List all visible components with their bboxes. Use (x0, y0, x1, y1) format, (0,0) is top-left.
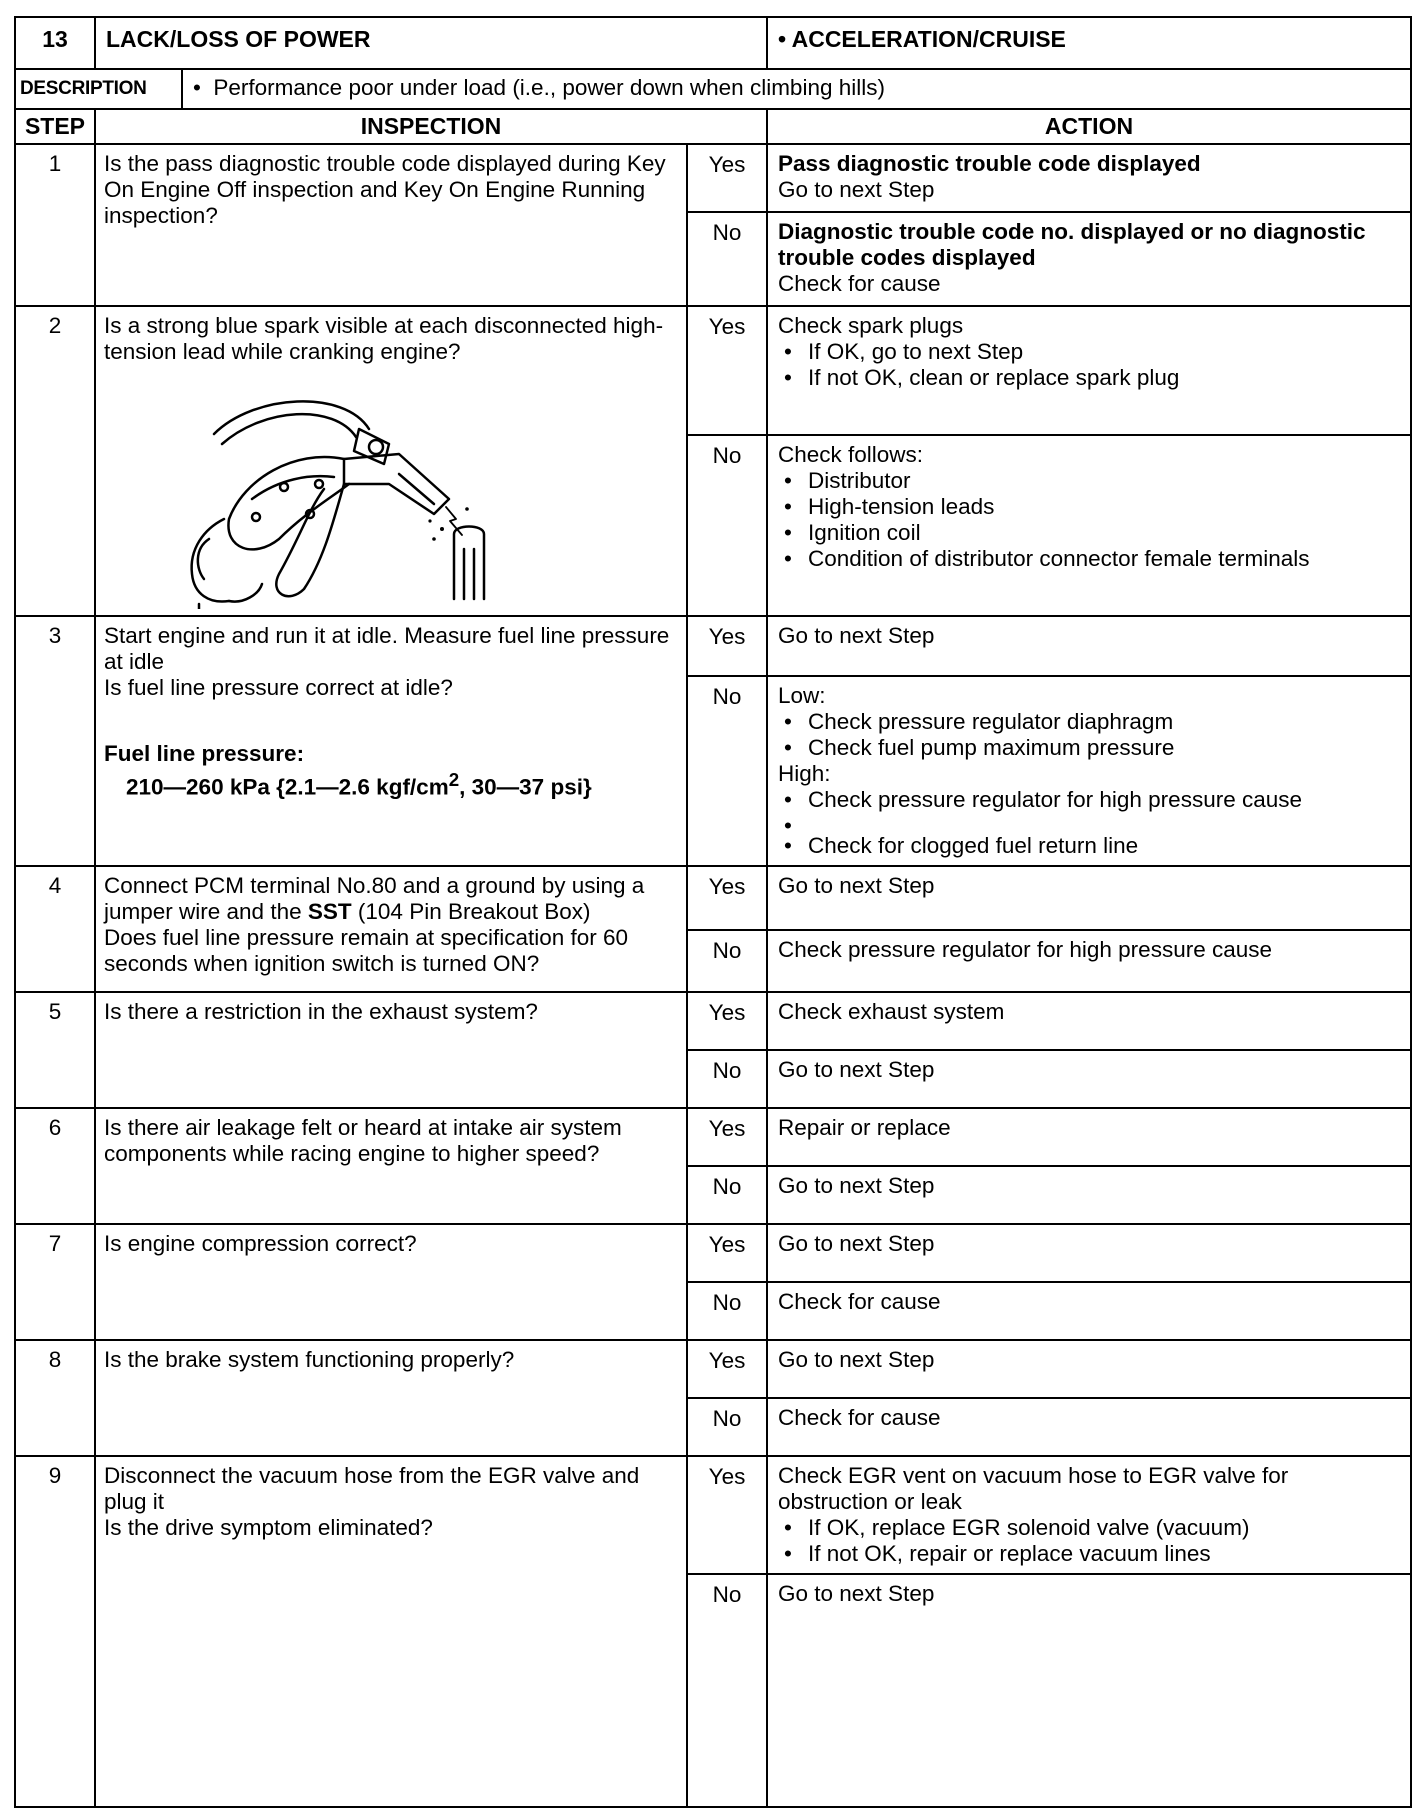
spec-superscript: 2 (448, 769, 460, 790)
sst-label: SST (307, 899, 352, 924)
yes-label: Yes (687, 144, 767, 212)
no-label: No (687, 1282, 767, 1340)
list-item: • If not OK, repair or replace vacuum lines (808, 1541, 1400, 1567)
step-2-yes-row (15, 306, 1411, 435)
step-7-inspection: Is engine compression correct? (95, 1224, 687, 1340)
spark-test-illustration (184, 389, 514, 609)
step-5-no-action: Go to next Step (767, 1050, 1411, 1108)
symptom-number: 13 (15, 17, 95, 69)
symptom-title: LACK/LOSS OF POWER (95, 17, 767, 69)
list-item: • Check fuel pump maximum pressure (808, 735, 1400, 761)
spacer (808, 813, 1400, 833)
spec-value-main: 210—260 kPa {2.1—2.6 kgf/cm (126, 774, 449, 800)
inspection-question: Is fuel line pressure correct at idle? (104, 675, 453, 700)
no-label: No (687, 1398, 767, 1456)
list-item: • If OK, replace EGR solenoid valve (vacuum) (808, 1515, 1400, 1541)
action-bullets (778, 1515, 1400, 1567)
list-item: • High-tension leads (808, 494, 1400, 520)
no-label: No (687, 435, 767, 616)
step-6-inspection: Is there air leakage felt or heard at intake air system components while racing engine to higher speed? (95, 1108, 687, 1224)
step-9-yes-row (15, 1456, 1411, 1574)
list-item: • Distributor (808, 468, 1400, 494)
action-heading: Pass diagnostic trouble code displayed (778, 151, 1201, 176)
step-4-inspection (95, 866, 687, 992)
list-item: • Condition of distributor connector female terminals (808, 546, 1400, 572)
step-number: 2 (15, 306, 95, 616)
step-5-yes-action: Check exhaust system (767, 992, 1411, 1050)
action-text: Check spark plugs (778, 313, 964, 338)
low-bullets (778, 709, 1400, 761)
step-number: 6 (15, 1108, 95, 1224)
list-item: • Check for clogged fuel return line (808, 833, 1400, 859)
list-item: • Check pressure regulator for high pressure cause (808, 787, 1400, 813)
step-number: 8 (15, 1340, 95, 1456)
step-6-yes-row (15, 1108, 1411, 1166)
step-1-no-action (767, 212, 1411, 306)
symptom-category: • ACCELERATION/CRUISE (767, 17, 1411, 69)
inspection-text: Start engine and run it at idle. Measure fuel line pressure at idle (104, 623, 670, 674)
column-header-row (15, 109, 1411, 144)
step-2-inspection (95, 306, 687, 616)
yes-label: Yes (687, 992, 767, 1050)
step-2-yes-action (767, 306, 1411, 435)
yes-label: Yes (687, 1224, 767, 1282)
yes-label: Yes (687, 866, 767, 930)
high-label: High: (778, 761, 831, 786)
step-6-yes-action: Repair or replace (767, 1108, 1411, 1166)
step-9-yes-action (767, 1456, 1411, 1574)
step-4-no-action: Check pressure regulator for high pressure cause (767, 930, 1411, 992)
step-1-yes-action (767, 144, 1411, 212)
no-label: No (687, 930, 767, 992)
inspection-question: Does fuel line pressure remain at specification for 60 seconds when ignition switch is turned ON? (104, 925, 629, 976)
step-number: 5 (15, 992, 95, 1108)
step-number: 4 (15, 866, 95, 992)
step-5-yes-row (15, 992, 1411, 1050)
list-item: • If not OK, clean or replace spark plug (808, 365, 1400, 391)
step-3-yes-action: Go to next Step (767, 616, 1411, 676)
list-item: • Check pressure regulator diaphragm (808, 709, 1400, 735)
spec-label: Fuel line pressure: (104, 741, 305, 766)
step-9-inspection (95, 1456, 687, 1807)
no-label: No (687, 1050, 767, 1108)
column-step: STEP (15, 109, 95, 144)
action-heading: Diagnostic trouble code no. displayed or no diagnostic trouble codes displayed (778, 219, 1366, 270)
action-text: Check EGR vent on vacuum hose to EGR valve for obstruction or leak (778, 1463, 1289, 1514)
step-7-yes-row (15, 1224, 1411, 1282)
yes-label: Yes (687, 1340, 767, 1398)
spec-value (104, 767, 678, 801)
list-item: • If OK, go to next Step (808, 339, 1400, 365)
step-6-no-action: Go to next Step (767, 1166, 1411, 1224)
fuel-pressure-spec (104, 741, 678, 801)
low-label: Low: (778, 683, 826, 708)
inspection-text: Disconnect the vacuum hose from the EGR valve and plug it (104, 1463, 640, 1514)
step-7-no-action: Check for cause (767, 1282, 1411, 1340)
description-label: DESCRIPTION (15, 69, 182, 109)
spec-value-end: , 30—37 psi} (459, 774, 592, 800)
action-bullets (778, 339, 1400, 391)
troubleshooting-table (14, 16, 1412, 1808)
column-inspection: INSPECTION (95, 109, 767, 144)
action-bullets (778, 468, 1400, 572)
step-8-inspection: Is the brake system functioning properly? (95, 1340, 687, 1456)
step-number: 1 (15, 144, 95, 306)
step-number: 7 (15, 1224, 95, 1340)
step-1-yes-row (15, 144, 1411, 212)
column-action: ACTION (767, 109, 1411, 144)
symptom-category-text: ACCELERATION/CRUISE (791, 26, 1066, 52)
action-text: Go to next Step (778, 177, 935, 202)
yes-label: Yes (687, 1456, 767, 1574)
description-row (15, 69, 1411, 109)
step-2-no-action (767, 435, 1411, 616)
no-label: No (687, 676, 767, 866)
step-8-yes-row (15, 1340, 1411, 1398)
step-3-inspection (95, 616, 687, 866)
description-text: Performance poor under load (i.e., power down when climbing hills) (213, 75, 885, 100)
list-item: • Ignition coil (808, 520, 1400, 546)
no-label: No (687, 212, 767, 306)
step-3-no-action (767, 676, 1411, 866)
inspection-text-2: (104 Pin Breakout Box) (357, 899, 591, 924)
step-number: 3 (15, 616, 95, 866)
step-number: 9 (15, 1456, 95, 1807)
action-text: Check follows: (778, 442, 924, 468)
yes-label: Yes (687, 616, 767, 676)
inspection-text: Is a strong blue spark visible at each disconnected high-tension lead while cranking engine? (104, 313, 664, 364)
step-7-yes-action: Go to next Step (767, 1224, 1411, 1282)
action-text: Check for cause (778, 271, 941, 296)
step-1-inspection: Is the pass diagnostic trouble code displayed during Key On Engine Off inspection and Key On Engine Running inspection? (95, 144, 687, 306)
step-8-no-action: Check for cause (767, 1398, 1411, 1456)
yes-label: Yes (687, 1108, 767, 1166)
no-label: No (687, 1574, 767, 1807)
high-bullets (778, 787, 1400, 859)
step-8-yes-action: Go to next Step (767, 1340, 1411, 1398)
step-3-yes-row (15, 616, 1411, 676)
step-9-no-action: Go to next Step (767, 1574, 1411, 1807)
no-label: No (687, 1166, 767, 1224)
step-4-yes-row (15, 866, 1411, 930)
step-4-yes-action: Go to next Step (767, 866, 1411, 930)
step-5-inspection: Is there a restriction in the exhaust system? (95, 992, 687, 1108)
inspection-text: Connect PCM terminal No.80 and a ground by using a jumper wire and the (104, 873, 645, 924)
inspection-question: Is the drive symptom eliminated? (104, 1515, 433, 1540)
yes-label: Yes (687, 306, 767, 435)
description-text-cell: • Performance poor under load (i.e., power down when climbing hills) (182, 69, 1411, 109)
header-row (15, 17, 1411, 69)
